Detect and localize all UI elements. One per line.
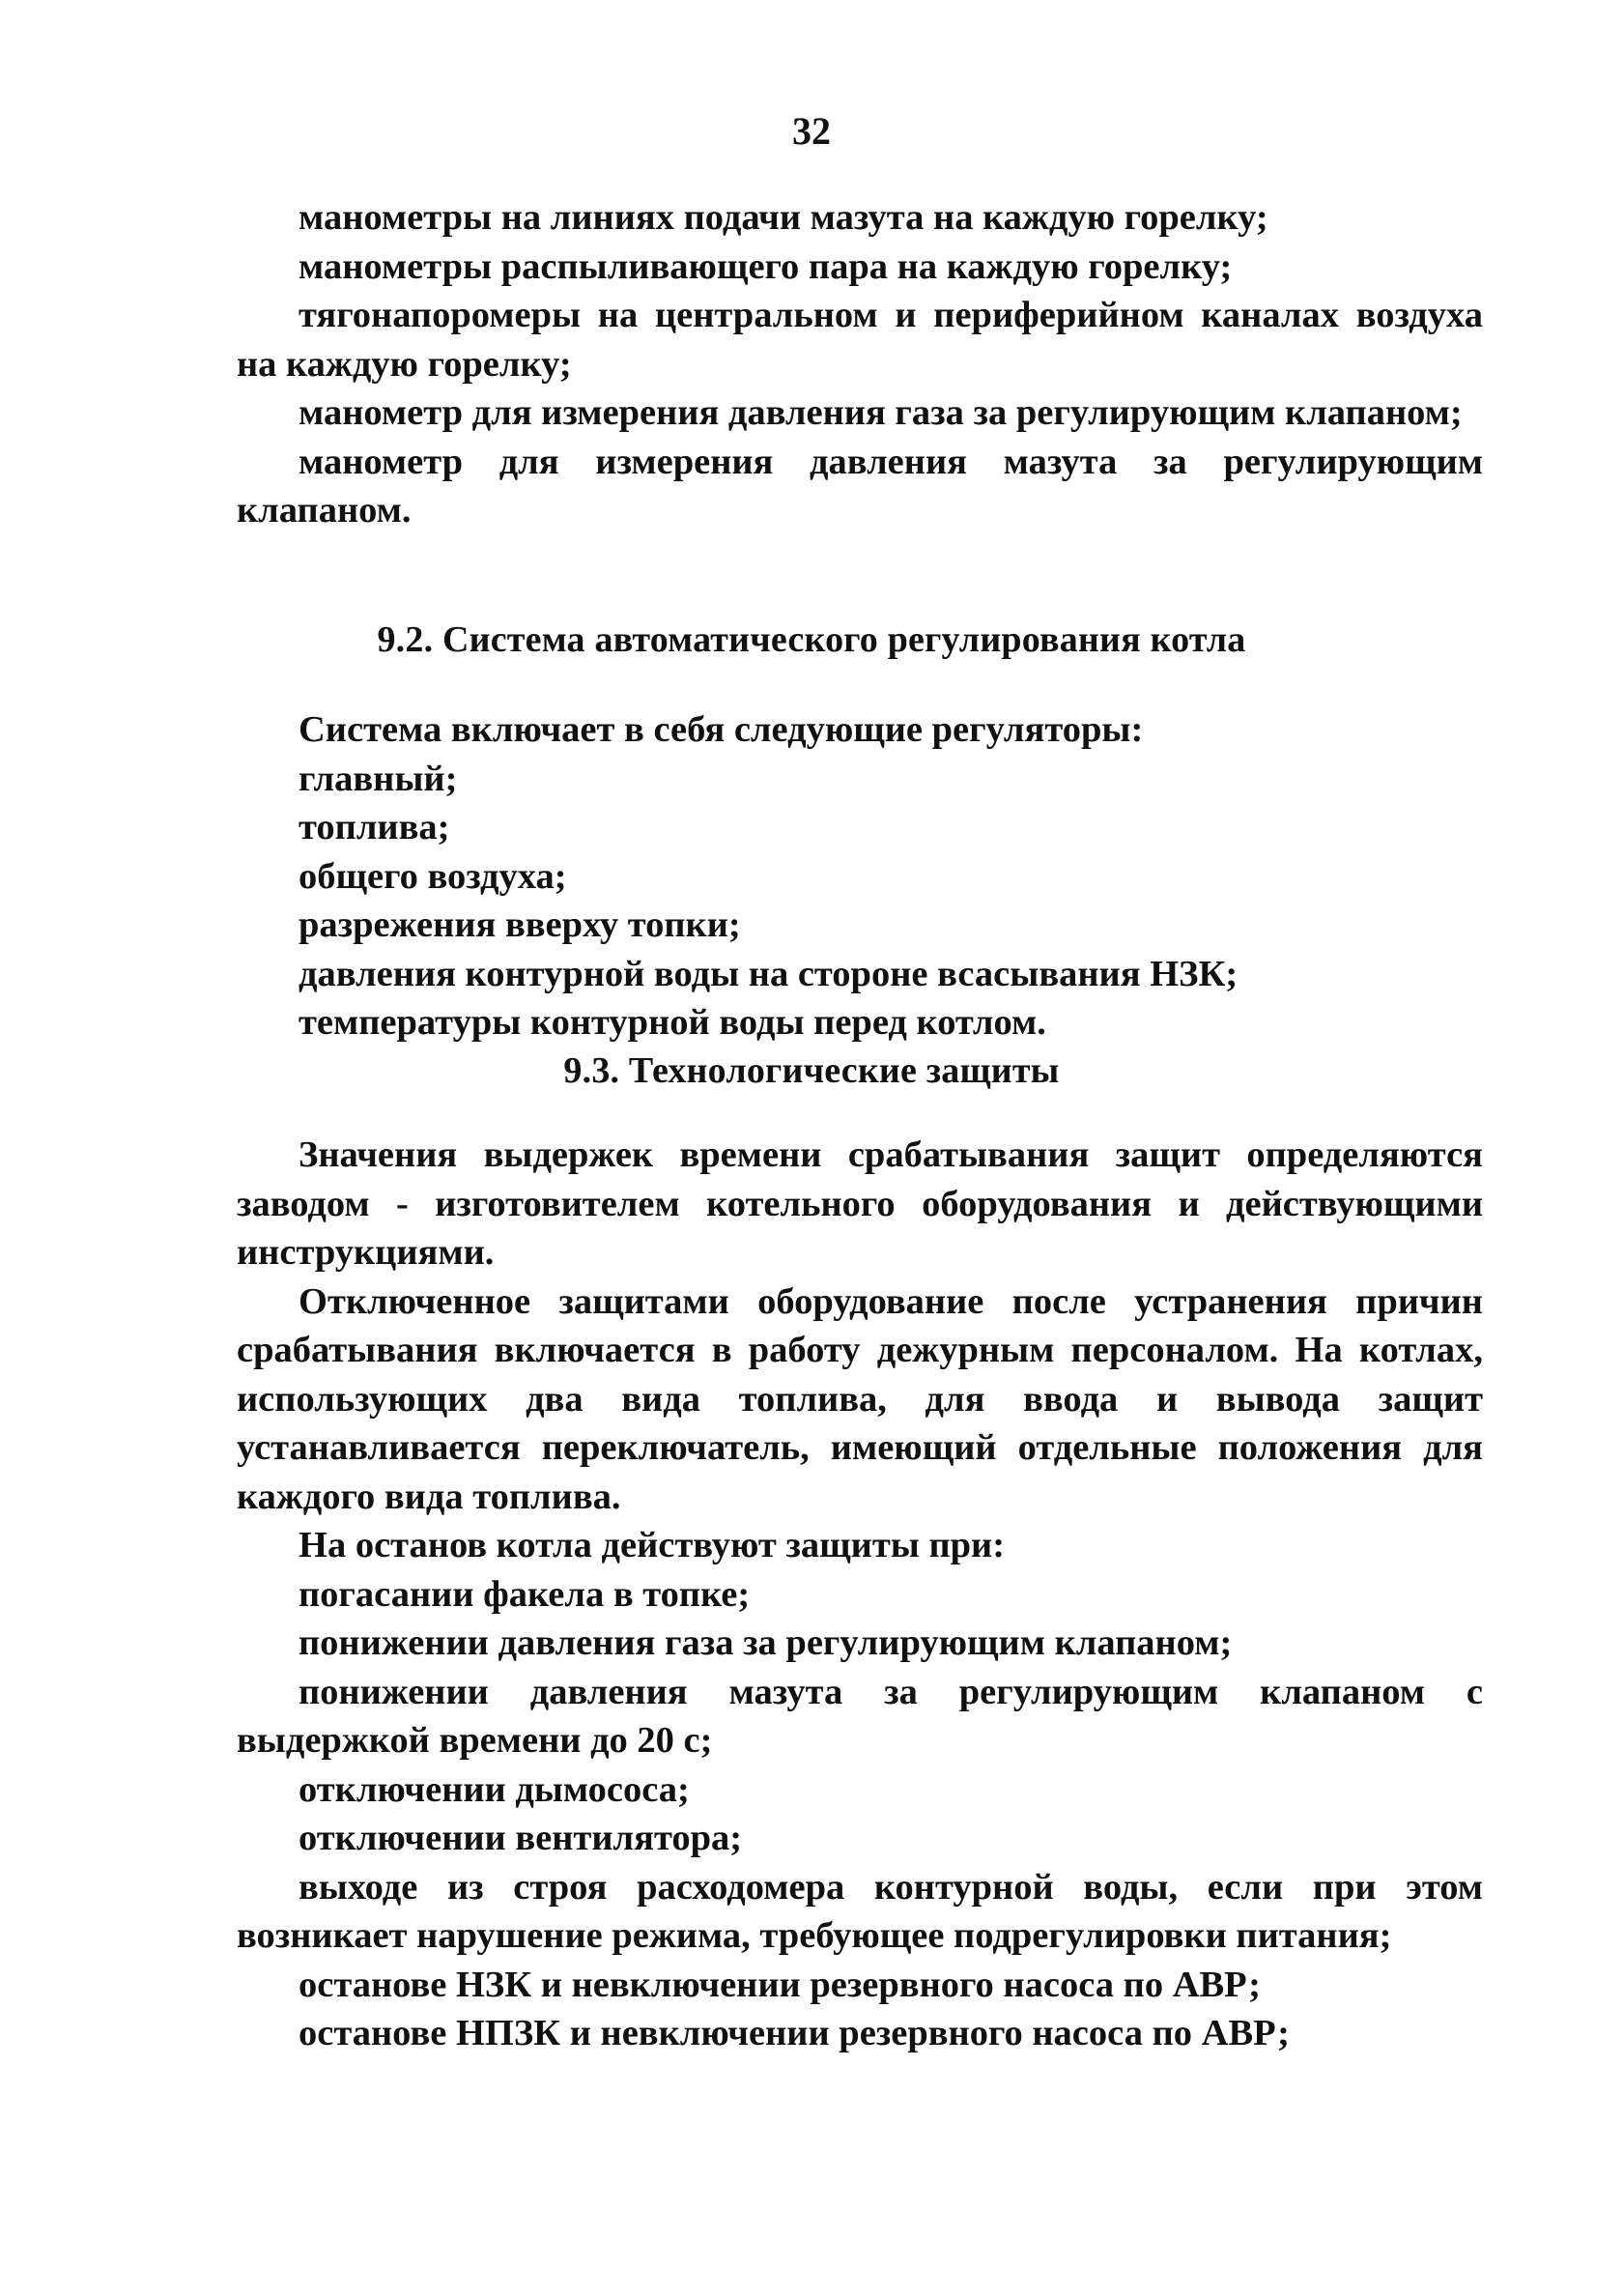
list-item: температуры контурной воды перед котлом. (299, 1002, 1046, 1043)
paragraph: Система включает в себя следующие регуляторы: (299, 709, 1144, 750)
paragraph: Отключенное защитами оборудование после устранения причин срабатывания включается в работу дежурным персоналом. На котлах, использующих два вида топлива, для ввода и вывода защит устанавливается переключатель, имеющий отдельные положения для каждого вида топлива. (237, 1280, 1483, 1517)
list-item: топлива; (299, 807, 450, 847)
list-item: отключении дымососа; (299, 1768, 690, 1810)
list-item: погасании факела в топке; (299, 1573, 751, 1615)
list-item: главный; (299, 758, 458, 799)
section-1-body (237, 193, 1483, 535)
list-item: общего воздуха; (299, 855, 567, 897)
paragraph: тягонапоромеры на центральном и периферийном каналах воздуха на каждую горелку; (237, 295, 1483, 385)
list-item: понижении давления газа за регулирующим клапаном; (299, 1622, 1233, 1663)
list-item: останове НПЗК и невключении резервного насоса по АВР; (299, 2013, 1290, 2053)
list-item: останове НЗК и невключении резервного насоса по АВР; (299, 1964, 1261, 2005)
paragraph: манометр для измерения давления газа за регулирующим клапаном; (299, 392, 1463, 433)
section-heading-9-2: 9.2. Система автоматического регулирования котла (377, 619, 1246, 660)
list-item: выходе из строя расходомера контурной воды, если при этом возникает нарушение режима, требующее подрегулировки питания; (237, 1866, 1483, 1956)
section-2-body (237, 705, 1483, 1048)
list-item: отключении вентилятора; (299, 1818, 743, 1858)
list-item: понижении давления мазута за регулирующим клапаном с выдержкой времени до 20 с; (237, 1671, 1483, 1761)
paragraph: Значения выдержек времени срабатывания защит определяются заводом - изготовителем котельного оборудования и действующими инструкциями. (237, 1134, 1483, 1273)
list-item: давления контурной воды на стороне всасывания НЗК; (299, 953, 1239, 994)
paragraph: На останов котла действуют защиты при: (299, 1525, 1006, 1565)
page-number: 32 (792, 109, 831, 153)
paragraph: манометры распыливающего пара на каждую горелку; (299, 245, 1233, 287)
section-heading-9-3: 9.3. Технологические защиты (563, 1050, 1060, 1091)
paragraph: манометры на линиях подачи мазута на каждую горелку; (299, 197, 1268, 238)
list-item: разрежения вверху топки; (299, 904, 741, 945)
section-3-body (237, 1131, 1483, 2058)
paragraph: манометр для измерения давления мазута за регулирующим клапаном. (237, 441, 1483, 531)
